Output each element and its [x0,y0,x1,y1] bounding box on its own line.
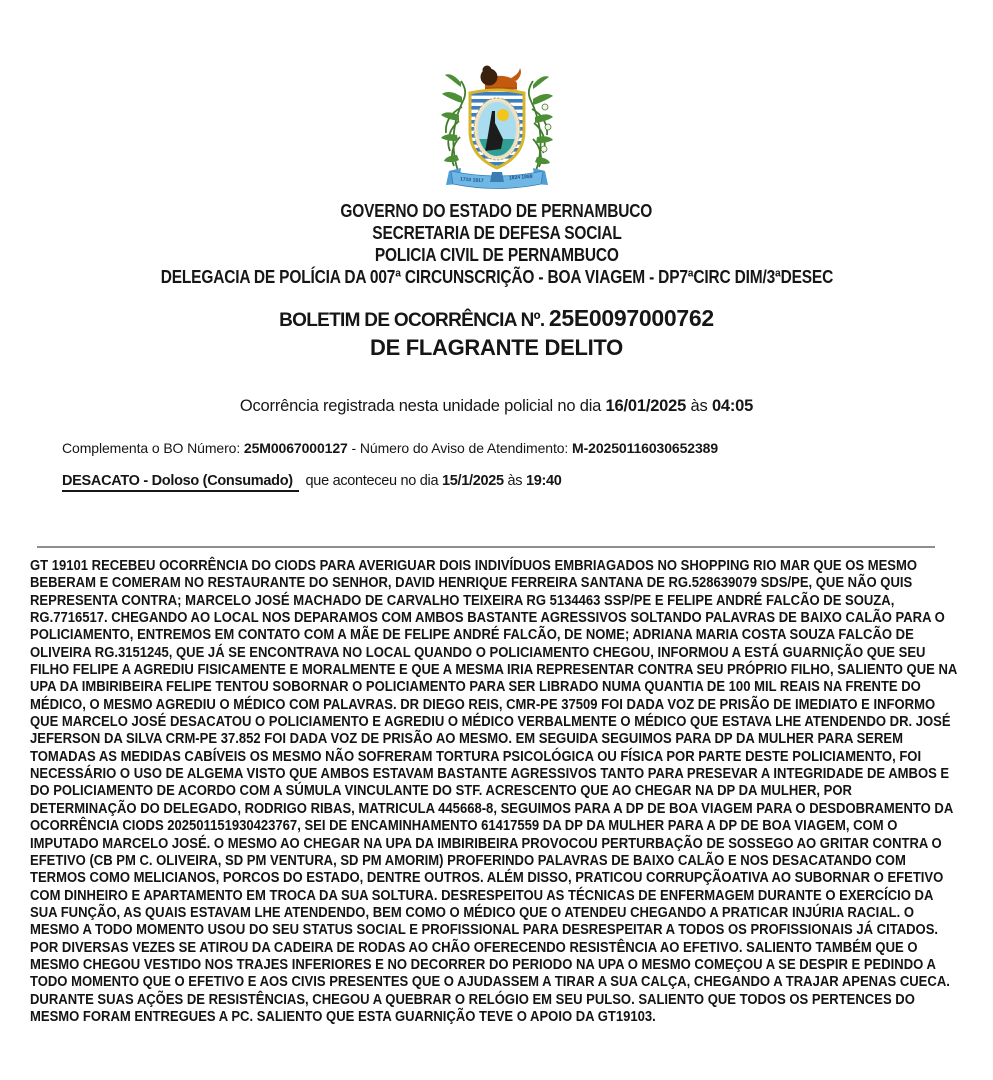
org-line-delegacia: DELEGACIA DE POLÍCIA DA 007ª CIRCUNSCRIÇÃO - BOA VIAGEM - DP7ªCIRC DIM/3ªDESEC [160,267,833,287]
complement-separator: - [351,440,357,456]
complement-aviso-number: M-20250116030652389 [572,440,719,456]
report-subtitle: DE FLAGRANTE DELITO [369,335,623,360]
report-number-line [0,305,993,332]
offense-line [62,473,562,492]
registration-line [0,397,993,416]
org-line-secretaria: SECRETARIA DE DEFESA SOCIAL [371,223,622,243]
complement-bo-label: Complementa o BO Número: [62,440,241,456]
complement-line [62,440,718,456]
report-number-value: 25E0097000762 [548,305,714,331]
org-line-policia-civil: POLICIA CIVIL DE PERNAMBUCO [374,245,619,265]
registration-date: 16/01/2025 [605,397,687,415]
offense-time: 19:40 [525,473,562,489]
offense-connector: às [507,473,523,489]
complement-aviso-label: Número do Aviso de Atendimento: [359,440,569,456]
lion-figure [480,66,520,91]
narrative-text: GT 19101 RECEBEU OCORRÊNCIA DO CIODS PARA AVERIGUAR DOIS INDIVÍDUOS EMBRIAGADOS NO SHOPPING RIO MAR QUE OS MESMO BEBERAM E COMERAM NO RESTAURANTE DO SENHOR, DAVID HENRIQUE FERREIRA SANTANA DE RG.528639079 SDS/PE, QUE NÃO QUIS REPRESENTA CONTRA; MARCELO JOSÉ MACHADO DE CARVALHO TEIXEIRA RG 5134463 SSP/PE E FELIPE ANDRÉ FALCÃO DE SOUZA, RG.7716517. CHEGANDO AO LOCAL NOS DEPARAMOS COM AMBOS BASTANTE AGRESSIVOS SOLTANDO PALAVRAS DE BAIXO CALÃO PARA O POLICIAMENTO, ENTREMOS EM CONTATO COM A MÃE DE FELIPE ANDRÉ FALCÃO, DE NOME; ADRIANA MARIA COSTA SOUZA FALCÃO DE OLIVEIRA RG.3151245, QUE JÁ SE ENCONTRAVA NO LOCAL QUANDO O POLICIAMENTO CHEGOU, INFORMOU A ESTÁ GUARNIÇÃO QUE SEU FILHO FELIPE A AGREDIU FISICAMENTE E MORALMENTE E QUE A MESMA IRIA REPRESENTAR CONTRA SEU PRÓPRIO FILHO, SALIENTO QUE NA UPA DA IMBIRIBEIRA FELIPE TENTOU SOBORNAR O POLICIAMENTO PARA SER LIBRADO NUMA QUANTIA DE 100 MIL REAIS NA FRENTE DO MÉDICO, O MESMO AGREDIU O MÉDICO COM PALAVRAS. DR DIEGO REIS, CMR-PE 37509 FOI DADA VOZ DE PRISÃO DE IMEDIATO E INFORMO QUE MARCELO JOSÉ DESACATOU O POLICIAMENTO E AGREDIU O MÉDICO VERBALMENTE O MÉDICO QUE ESTAVA LHE ATENDENDO DR. JOSÉ JEFERSON DA SILVA CRM-PE 37.852 FOI DADA VOZ DE PRISÃO AO MESMO. EM SEGUIDA SEGUIMOS PARA DP DA MULHER PARA SEREM TOMADAS AS MEDIDAS CABÍVEIS OS MESMO NÃO SOFRERAM TORTURA PSICOLÓGICA OU FÍSICA POR PARTE DESTE POLICIAMENTO, FOI NECESSÁRIO O USO DE ALGEMA VISTO QUE AMBOS ESTAVAM BASTANTE AGRESSIVOS TANTO PARA PRESEVAR A INTEGRIDADE DE AMBOS E DO POLICIAMENTO DE ACORDO COM A SÚMULA VINCULANTE DO STF. ACRESCENTO QUE AO CHEGAR NA DP DA MULHER, POR DETERMINAÇÃO DO DELEGADO, RODRIGO RIBAS, MATRICULA 445668-8, SEGUIMOS PARA A DP DE BOA VIAGEM PARA O DESDOBRAMENTO DA OCORRÊNCIA CIODS 202501151930423767, SEI DE ENCAMINHAMENTO 61417559 DA DP DA MULHER PARA A DP DE BOA VIAGEM, COM O IMPUTADO MARCELO JOSÉ. O MESMO AO CHEGAR NA UPA DA IMBIRIBEIRA PROVOCOU PERTURBAÇÃO DE SOSSEGO AO GRITAR CONTRA O EFETIVO (CB PM C. OLIVEIRA, SD PM VENTURA, SD PM AMORIM) PROFERINDO PALAVRAS DE BAIXO CALÃO E NOS DESACATANDO COM TERMOS COMO MELICIANOS, PORCOS DO ESTADO, DENTRE OUTROS. ALÉM DISSO, PRATICOU CORRUPÇÃOATIVA AO SUBORNAR O EFETIVO COM DINHEIRO E APARTAMENTO EM TROCA DA SUA SOLTURA. DESRESPEITOU AS TÉCNICAS DE ENFERMAGEM DURANTE O EXERCÍCIO DA SUA FUNÇÃO, AS QUAIS ESTAVAM LHE ATENDENDO, BEM COMO O MÉDICO QUE O ATENDEU CHEGANDO A PRATICAR INJÚRIA RACIAL. O MESMO A TODO MOMENTO USOU DO SEU STATUS SOCIAL E PROFISSIONAL PARA DESRESPEITAR A TODOS OS PROFISSIONAIS JÁ CITADOS. POR DIVERSAS VEZES SE ATIROU DA CADEIRA DE RODAS AO CHÃO OFERECENDO RESISTÊNCIA AO EFETIVO. SALIENTO TAMBÉM QUE O MESMO CHEGOU VESTIDO NOS TRAJES INFERIORES E NO DECORRER DO PERIODO NA UPA O MESMO COMEÇOU A SE DESPIR E PEDINDO A TODO MOMENTO QUE O EFETIVO E AOS CIVIS PRESENTES QUE O AJUDASSEM A TIRAR A SUA CALÇA, CHEGANDO A TRAJAR APENAS CUECA. DURANTE SUAS AÇÕES DE RESISTÊNCIAS, CHEGOU A QUEBRAR O RELÓGIO EM SEU PULSO. SALIENTO QUE TODOS OS PERTENCES DO MESMO FORAM ENTREGUES A PC. SALIENTO QUE ESTA GUARNIÇÃO TEVE O APOIO DA GT19103. [30,558,957,1025]
registration-connector: às [690,397,708,415]
sugarcane-leaves [441,74,462,162]
offense-text: que aconteceu no dia [305,473,439,489]
ribbon-banner [446,168,548,189]
registration-text: Ocorrência registrada nesta unidade policial no dia [239,397,602,415]
coat-of-arms-svg [437,63,557,195]
report-number-label: BOLETIM DE OCORRÊNCIA Nº. [279,310,545,331]
offense-date: 15/1/2025 [441,473,504,489]
offense-classification: DESACATO - Doloso (Consumado) [62,473,299,492]
complement-bo-number: 25M0067000127 [243,440,348,456]
organization-header [0,200,993,288]
ribbon-dates-left: 1710 1817 [459,176,484,185]
cotton-bolls [541,104,551,152]
report-title-block [0,305,993,361]
narrative-top-divider [37,546,935,548]
org-line-government: GOVERNO DO ESTADO DE PERNAMBUCO [340,201,653,221]
pernambuco-coat-of-arms [0,63,993,195]
registration-time: 04:05 [711,397,754,415]
narrative-section [30,558,962,1026]
ribbon-dates-right: 1824 1889 [508,173,533,182]
